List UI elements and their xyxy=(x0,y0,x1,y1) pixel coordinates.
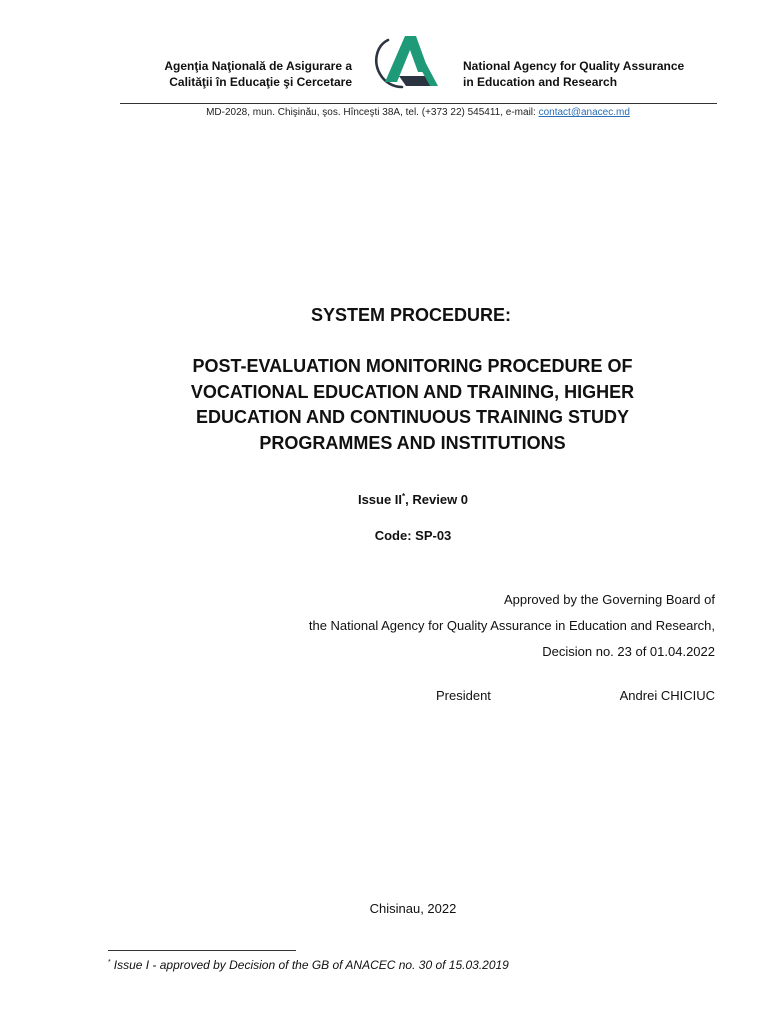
header-agency-name-en-line2: in Education and Research xyxy=(463,75,618,89)
address-text: MD-2028, mun. Chişinău, şos. Hînceşti 38A, tel. (+373 22) 545411, e-mail: xyxy=(206,107,539,118)
footnote-marker: * xyxy=(108,959,111,966)
header-agency-name-ro xyxy=(100,58,352,90)
header-agency-name-en xyxy=(463,58,743,90)
president-name: Andrei CHICIUC xyxy=(619,688,715,703)
issue-review xyxy=(0,492,770,508)
footnote-divider xyxy=(108,950,296,951)
issue-number: Issue II xyxy=(357,492,403,507)
approval-line: Decision no. 23 of 01.04.2022 xyxy=(542,644,715,659)
footnote-text: Issue I - approved by Decision of the GB of ANACEC no. 30 of 15.03.2019 xyxy=(113,958,509,972)
document-title-line: POST-EVALUATION MONITORING PROCEDURE OF xyxy=(192,356,633,376)
footnote xyxy=(108,958,509,973)
approval-line: the National Agency for Quality Assurance in Education and Research, xyxy=(308,618,715,633)
header-agency-name-ro-line2: Calităţii în Educaţie şi Cercetare xyxy=(169,75,352,89)
approval-block xyxy=(309,587,715,665)
procedure-label: SYSTEM PROCEDURE: xyxy=(310,305,512,325)
issue-footnote-marker: * xyxy=(402,492,406,501)
review-number: , Review 0 xyxy=(405,492,469,507)
email-link[interactable]: contact@anacec.md xyxy=(538,107,630,118)
document-title-line: EDUCATION AND CONTINUOUS TRAINING STUDY xyxy=(196,407,629,427)
header-agency-name-en-line1: National Agency for Quality Assurance xyxy=(463,59,685,73)
anacec-logo-icon xyxy=(372,32,440,90)
header-contact-address xyxy=(0,106,770,119)
president-label: President xyxy=(436,688,491,703)
header-agency-name-ro-line1: Agenţia Naţională de Asigurare a xyxy=(164,59,352,73)
document-title xyxy=(140,354,685,456)
document-code: Code: SP-03 xyxy=(374,528,452,543)
place-and-date: Chisinau, 2022 xyxy=(369,901,457,916)
document-title-line: VOCATIONAL EDUCATION AND TRAINING, HIGHER xyxy=(190,381,635,402)
document-title-line: PROGRAMMES AND INSTITUTIONS xyxy=(259,432,566,453)
approval-line: Approved by the Governing Board of xyxy=(503,592,715,607)
header-divider xyxy=(120,103,717,104)
